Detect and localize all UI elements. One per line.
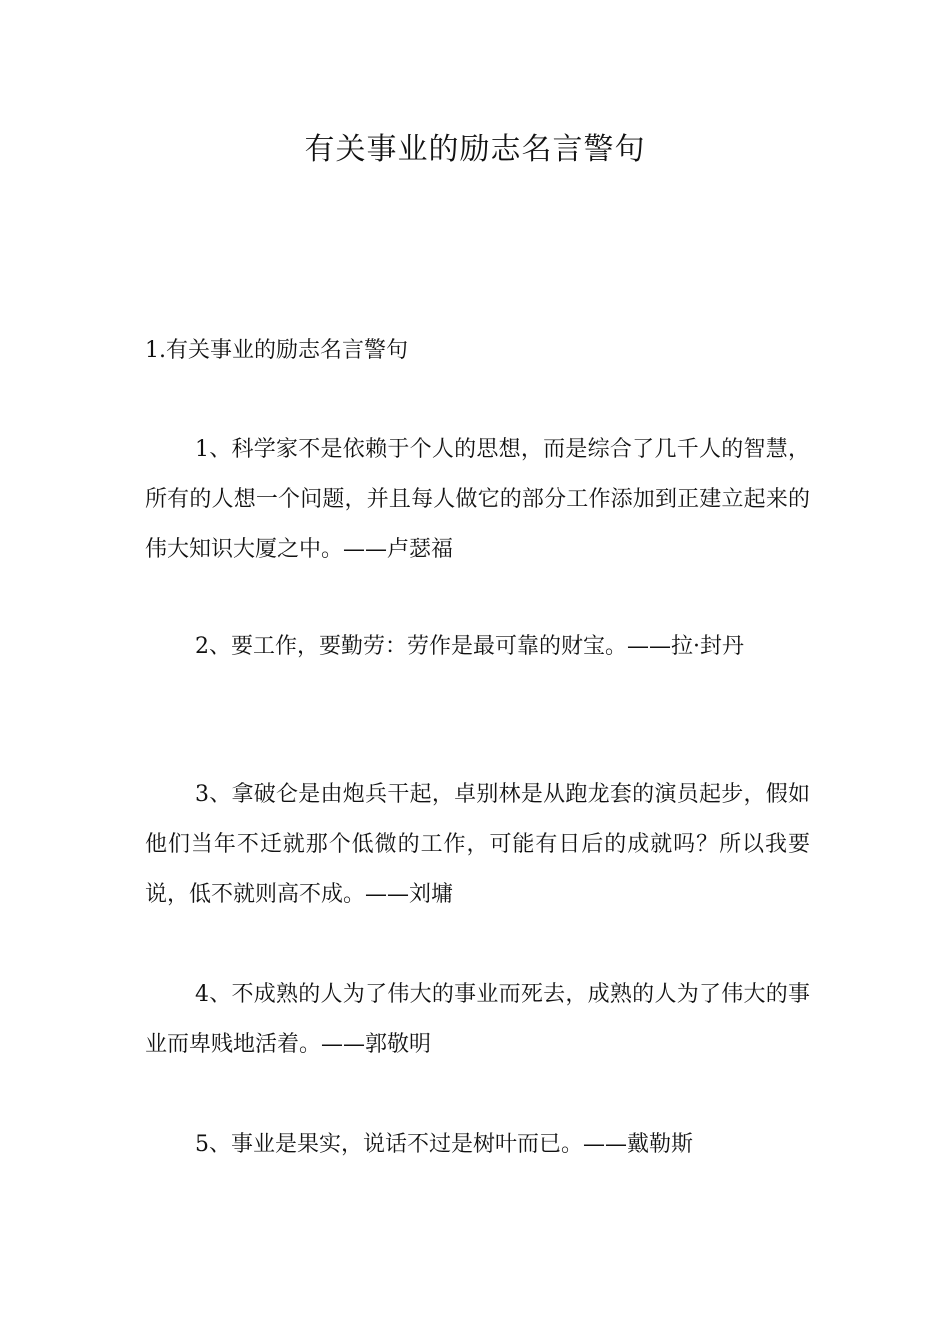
quote-paragraph-3: 3、拿破仑是由炮兵干起，卓别林是从跑龙套的演员起步，假如他们当年不迁就那个低微的工作，可能有日后的成就吗？所以我要说，低不就则高不成。——刘墉 — [145, 782, 810, 907]
quote-paragraph-2: 2、要工作，要勤劳：劳作是最可靠的财宝。——拉·封丹 — [195, 634, 744, 659]
quote-paragraph-4: 4、不成熟的人为了伟大的事业而死去，成熟的人为了伟大的事业而卑贱地活着。——郭敬明 — [145, 982, 810, 1057]
quote-paragraph-5: 5、事业是果实，说话不过是树叶而已。——戴勒斯 — [195, 1132, 693, 1157]
quote-paragraph-1: 1、科学家不是依赖于个人的思想，而是综合了几千人的智慧，所有的人想一个问题，并且每人做它的部分工作添加到正建立起来的伟大知识大厦之中。——卢瑟福 — [145, 437, 810, 562]
document-title: 有关事业的励志名言警句 — [304, 132, 646, 167]
section-heading: 1.有关事业的励志名言警句 — [145, 338, 408, 363]
